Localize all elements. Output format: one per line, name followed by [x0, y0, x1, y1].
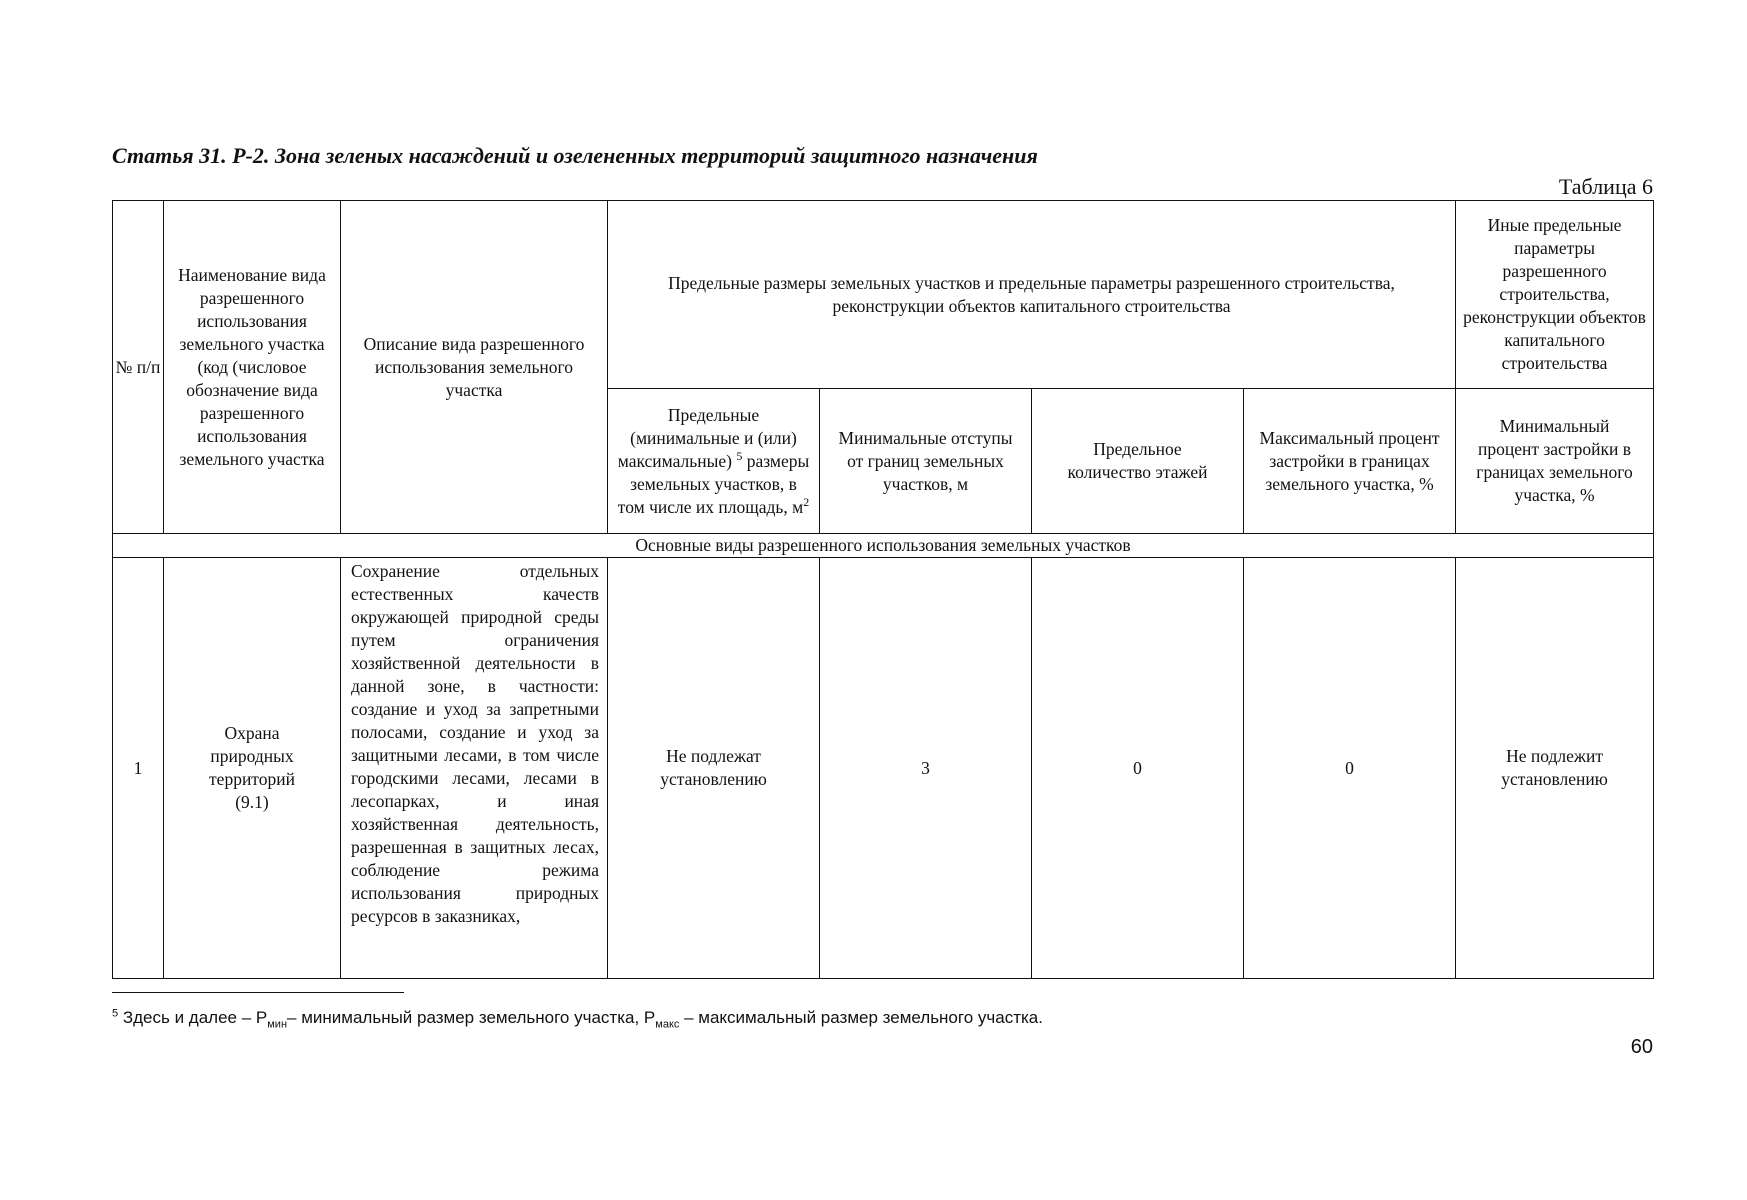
header-description: Описание вида разрешенного использования земельного участка: [341, 201, 608, 534]
footnote-text-b: – минимальный размер земельного участка, Р: [287, 1008, 656, 1027]
zoning-table: [112, 200, 1654, 979]
footnote-text-c: – максимальный размер земельного участка.: [679, 1008, 1043, 1027]
square-sup: 2: [803, 494, 810, 509]
header-row-1: [113, 201, 1654, 389]
header-size-a: Предельные (минимальные и (или) максимальные): [617, 404, 797, 471]
header-name: Наименование вида разрешенного использования земельного участка (код (числовое обозначение вида разрешенного использования земельного участка: [164, 201, 341, 534]
row-max-percent: 0: [1244, 558, 1456, 979]
section-title: Основные виды разрешенного использования земельных участков: [113, 534, 1654, 558]
header-setbacks: Минимальные отступы от границ земельных участков, м: [820, 389, 1032, 534]
page-number: 60: [1630, 1036, 1653, 1058]
row-name: Охрана природных территорий (9.1): [164, 558, 341, 979]
table-row: [113, 558, 1654, 979]
table-label: Таблица 6: [1558, 174, 1653, 199]
section-row: [113, 534, 1654, 558]
header-limits-group: Предельные размеры земельных участков и предельные параметры разрешенного строительства, реконструкции объектов капитального строительства: [608, 201, 1456, 389]
row-description: Сохранение отдельных естественных качеств окружающей природной среды путем ограничения хозяйственной деятельности в данной зоне, в частности: создание и уход за запретными полосами, создание и уход за защитными лесами, в том числе городскими лесами, лесами в лесопарках, и иная хозяйственная деятельность, разрешенная в защитных лесах, соблюдение режима использования природных ресурсов в заказниках,: [341, 558, 608, 979]
row-num: 1: [113, 558, 164, 979]
header-floors: Предельное количество этажей: [1032, 389, 1244, 534]
header-size: [608, 389, 820, 534]
row-setbacks: 3: [820, 558, 1032, 979]
footnote-ref: 5: [736, 448, 743, 463]
row-size: Не подлежат установлению: [608, 558, 820, 979]
footnote-divider: [112, 992, 404, 993]
row-min-percent: Не подлежит установлению: [1456, 558, 1654, 979]
header-other-group: Иные предельные параметры разрешенного строительства, реконструкции объектов капитального строительства: [1456, 201, 1654, 389]
row-floors: 0: [1032, 558, 1244, 979]
footnote-number: 5: [112, 1007, 119, 1020]
page-title: Статья 31. Р-2. Зона зеленых насаждений и озелененных территорий защитного назначения: [112, 143, 1038, 168]
footnote: [112, 1008, 1043, 1030]
footnote-sub-min: мин: [267, 1018, 288, 1031]
footnote-text-a: Здесь и далее – Р: [118, 1008, 268, 1027]
header-size-b: размеры земельных участков, в том числе их площадь, м: [617, 450, 810, 517]
footnote-sub-max: макс: [655, 1018, 680, 1031]
header-min-percent: Минимальный процент застройки в границах земельного участка, %: [1456, 389, 1654, 534]
header-max-percent: Максимальный процент застройки в границах земельного участка, %: [1244, 389, 1456, 534]
header-num: № п/п: [113, 201, 164, 534]
